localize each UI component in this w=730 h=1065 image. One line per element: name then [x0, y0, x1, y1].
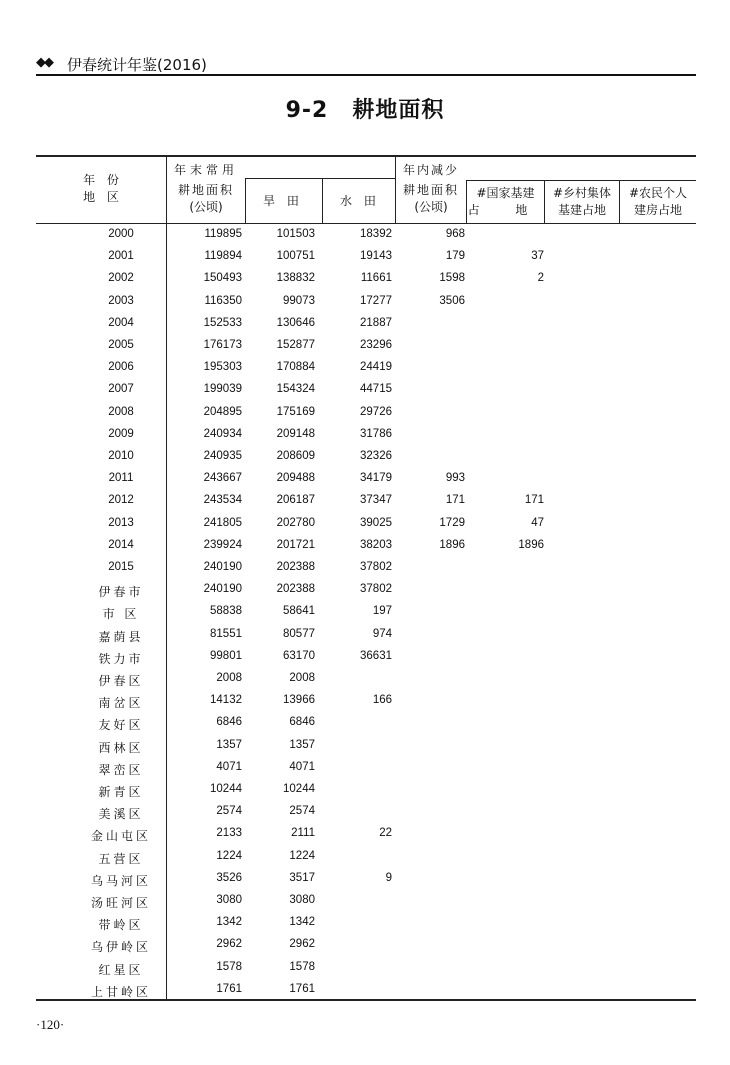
- cell-paddy: 17277: [360, 294, 392, 307]
- table-row: [36, 246, 696, 268]
- table-row: [36, 934, 696, 956]
- cell-paddy: 19143: [360, 250, 392, 263]
- table-row: [36, 646, 696, 668]
- cell-dry-land: 1224: [289, 849, 315, 862]
- cell-paddy: 24419: [360, 361, 392, 374]
- cell-total: 2574: [216, 805, 242, 818]
- header-farmer-line2: 建房占地: [633, 203, 682, 217]
- header-year-end-area: [174, 162, 254, 179]
- cell-dry-land: 2008: [289, 672, 315, 684]
- row-label: 2008: [108, 405, 134, 418]
- yearbook-title: 伊春统计年鉴(2016): [67, 56, 207, 74]
- cell-total: 152533: [203, 316, 242, 329]
- header-state-infra-line2: 占 地: [467, 203, 544, 217]
- header-year-region: [40, 172, 166, 206]
- header-village-line2: 基建占地: [557, 203, 606, 217]
- cell-dry-land: 209488: [276, 472, 315, 485]
- cell-paddy: 31786: [360, 427, 392, 440]
- cell-decrease: 3506: [439, 294, 465, 307]
- cell-total: 1357: [216, 738, 242, 751]
- cell-total: 1342: [216, 916, 242, 929]
- cell-state-infra: 2: [537, 272, 544, 285]
- cell-state-infra: 1896: [518, 538, 544, 551]
- table-row: [36, 912, 696, 934]
- cell-paddy: 36631: [360, 649, 392, 662]
- row-label: 2014: [108, 538, 134, 551]
- header-year-end-area-cont: [167, 182, 245, 216]
- cell-total: 243534: [203, 494, 242, 507]
- table-row: [36, 424, 696, 446]
- header-paddy: 水 田: [340, 194, 380, 208]
- cell-paddy: 974: [372, 627, 392, 640]
- cell-paddy: 32326: [360, 450, 392, 462]
- cell-dry-land: 138832: [276, 272, 315, 285]
- cell-total: 119895: [204, 228, 242, 240]
- row-label: 伊春区: [98, 674, 144, 688]
- table-row: [36, 712, 696, 734]
- cell-total: 99801: [210, 649, 242, 662]
- cell-total: 241805: [203, 516, 242, 529]
- cell-total: 1578: [216, 960, 242, 973]
- cell-dry-land: 201721: [276, 538, 315, 551]
- row-label: 市 区: [102, 607, 140, 622]
- table-row: [36, 335, 696, 357]
- subheader-rule-left: [245, 178, 395, 179]
- cell-dry-land: 209148: [276, 427, 315, 440]
- cell-dry-land: 202388: [276, 561, 315, 573]
- row-label: 上甘岭区: [90, 984, 151, 999]
- cell-dry-land: 170884: [276, 361, 315, 374]
- cell-dry-land: 80577: [283, 627, 315, 640]
- row-label: 乌马河区: [90, 873, 151, 888]
- table-row: [36, 823, 696, 845]
- page-header: [36, 53, 696, 75]
- header-decrease-line1: 年内减少: [403, 163, 460, 177]
- cell-total: 1224: [216, 849, 242, 862]
- table-row: [36, 801, 696, 823]
- table-row: [36, 624, 696, 646]
- header-village-line1: #乡村集体: [552, 186, 612, 200]
- cell-total: 1761: [216, 982, 242, 995]
- table-row: [36, 513, 696, 535]
- cell-total: 119894: [204, 250, 242, 263]
- cell-decrease: 171: [445, 494, 465, 507]
- cell-total: 2962: [216, 938, 242, 951]
- cell-paddy: 29726: [360, 405, 392, 418]
- table-row: [36, 890, 696, 912]
- cell-dry-land: 2111: [291, 827, 315, 840]
- cell-paddy: 197: [372, 605, 392, 618]
- table-row: [36, 224, 696, 246]
- row-label: 红星区: [98, 962, 144, 977]
- row-label: 乌伊岭区: [90, 940, 151, 955]
- table-row: [36, 557, 696, 579]
- cell-paddy: 21887: [360, 316, 392, 329]
- table-row: [36, 757, 696, 779]
- cell-dry-land: 3080: [289, 894, 315, 906]
- row-label: 铁力市: [98, 651, 144, 666]
- cell-total: 204895: [203, 405, 242, 418]
- cell-dry-land: 3517: [289, 871, 315, 884]
- cell-dry-land: 152877: [276, 339, 315, 351]
- cell-total: 150493: [203, 272, 242, 285]
- cell-state-infra: 47: [531, 516, 544, 529]
- cell-dry-land: 1761: [289, 982, 315, 995]
- cell-paddy: 22: [379, 827, 392, 840]
- cell-decrease: 993: [445, 472, 465, 485]
- cell-paddy: 37347: [360, 494, 392, 507]
- cell-total: 6846: [216, 716, 242, 729]
- cell-dry-land: 6846: [289, 716, 315, 729]
- cell-paddy: 34179: [360, 472, 392, 485]
- header-year-end-line1: 年末常用: [174, 163, 239, 177]
- cell-paddy: 11661: [360, 272, 392, 285]
- table-row: [36, 846, 696, 868]
- cell-dry-land: 1342: [289, 916, 315, 929]
- cell-total: 3526: [216, 871, 242, 884]
- subheader-rule-right: [466, 180, 696, 181]
- cell-total: 199039: [203, 383, 242, 396]
- table-row: [36, 468, 696, 490]
- header-year-end-unit: (公顷): [189, 200, 223, 214]
- row-label: 2001: [108, 250, 134, 263]
- table-number: 9-2: [285, 98, 329, 123]
- cell-total: 240190: [203, 561, 242, 573]
- cell-paddy: 39025: [360, 516, 392, 529]
- table-row: [36, 957, 696, 979]
- cell-decrease: 1729: [439, 516, 465, 529]
- row-label: 2004: [108, 316, 134, 329]
- row-label: 伊春市: [98, 585, 144, 600]
- cell-paddy: 44715: [360, 383, 392, 396]
- cell-paddy: 18392: [360, 228, 392, 240]
- row-label: 金山屯区: [90, 829, 151, 844]
- cell-total: 243667: [203, 472, 242, 485]
- cell-total: 10244: [210, 783, 242, 795]
- row-label: 2013: [108, 516, 134, 529]
- cell-dry-land: 175169: [276, 405, 315, 418]
- cell-dry-land: 208609: [276, 450, 315, 462]
- row-label: 2011: [108, 472, 134, 485]
- cell-total: 58838: [210, 605, 242, 618]
- cell-total: 81551: [210, 627, 242, 640]
- table-row: [36, 690, 696, 712]
- cell-decrease: 1598: [439, 272, 465, 285]
- table-title: [0, 93, 730, 124]
- row-label: 2006: [108, 361, 134, 374]
- cell-state-infra: 37: [531, 250, 544, 263]
- cell-total: 176173: [203, 339, 242, 351]
- table-row: [36, 735, 696, 757]
- row-label: 2015: [108, 561, 134, 573]
- cell-paddy: 166: [372, 694, 392, 707]
- header-state-infra-line1: #国家基建: [476, 186, 535, 200]
- cell-dry-land: 206187: [276, 494, 315, 507]
- row-label: 2010: [108, 450, 134, 462]
- header-state-infra: [467, 185, 544, 219]
- header-decrease-area: [403, 162, 483, 179]
- cell-dry-land: 58641: [283, 605, 315, 618]
- table-row: [36, 402, 696, 424]
- table-row: [36, 779, 696, 801]
- row-label: 带岭区: [98, 918, 144, 933]
- cell-total: 240934: [203, 427, 242, 440]
- cell-total: 239924: [203, 538, 242, 551]
- cell-dry-land: 202388: [276, 583, 315, 596]
- cell-total: 195303: [203, 361, 242, 374]
- row-label: 2007: [108, 383, 134, 396]
- table-row: [36, 379, 696, 401]
- cell-dry-land: 63170: [283, 649, 315, 662]
- page-number: ·120·: [36, 1017, 65, 1032]
- header-year-end-line2: 耕地面积: [177, 183, 234, 197]
- cell-dry-land: 13966: [283, 694, 315, 707]
- cell-dry-land: 130646: [276, 316, 315, 329]
- row-label: 2002: [108, 272, 134, 285]
- table-row: [36, 357, 696, 379]
- cell-paddy: 37802: [360, 561, 392, 573]
- cell-dry-land: 1578: [289, 960, 315, 973]
- table-row: [36, 490, 696, 512]
- row-label: 2012: [108, 494, 134, 507]
- header-rule: [36, 74, 696, 76]
- row-label: 嘉荫县: [98, 629, 144, 644]
- cell-dry-land: 100751: [276, 250, 315, 263]
- table-top-rule: [36, 155, 696, 157]
- cell-decrease: 968: [445, 228, 465, 240]
- cell-total: 3080: [216, 894, 242, 906]
- cell-dry-land: 99073: [283, 294, 315, 307]
- header-village: [545, 185, 619, 219]
- row-label: 新青区: [98, 785, 144, 799]
- cell-dry-land: 1357: [289, 738, 315, 751]
- table-row: [36, 668, 696, 690]
- cell-dry-land: 154324: [276, 383, 315, 396]
- row-label: 2009: [108, 427, 134, 440]
- table-row: [36, 979, 696, 1001]
- row-label: 2003: [108, 294, 134, 307]
- row-label: 五营区: [98, 851, 144, 866]
- cell-paddy: 37802: [360, 583, 392, 596]
- row-label: 2005: [108, 339, 134, 351]
- table-row: [36, 446, 696, 468]
- cell-state-infra: 171: [524, 494, 544, 507]
- cell-dry-land: 2574: [289, 805, 315, 818]
- cell-total: 240190: [203, 583, 242, 596]
- cell-total: 2008: [216, 672, 242, 684]
- row-label: 美溪区: [98, 807, 144, 822]
- cell-total: 14132: [210, 694, 242, 707]
- cell-dry-land: 2962: [289, 938, 315, 951]
- row-label: 友好区: [98, 718, 144, 733]
- row-label: 翠峦区: [98, 762, 144, 777]
- header-dry-land: 旱 田: [263, 194, 303, 208]
- cell-dry-land: 202780: [276, 516, 315, 529]
- cell-total: 116350: [204, 294, 242, 307]
- cell-paddy: 9: [385, 871, 392, 884]
- cell-total: 2133: [216, 827, 242, 840]
- diamond-bullets-icon: ◆◆: [36, 55, 52, 70]
- cell-total: 240935: [203, 450, 242, 462]
- header-decrease-line2: 耕地面积: [402, 183, 459, 197]
- header-region-label: 地 区: [83, 190, 123, 204]
- cell-total: 4071: [216, 760, 242, 773]
- cell-paddy: 23296: [360, 339, 392, 351]
- cell-dry-land: 101503: [276, 228, 315, 240]
- table-row: [36, 535, 696, 557]
- table-row: [36, 313, 696, 335]
- cell-decrease: 1896: [439, 538, 465, 551]
- cell-dry-land: 4071: [289, 760, 315, 773]
- cell-paddy: 38203: [360, 538, 392, 551]
- table-row: [36, 868, 696, 890]
- table-row: [36, 268, 696, 290]
- row-label: 南岔区: [98, 696, 144, 711]
- table-row: [36, 291, 696, 313]
- header-farmer-line1: #农民个人: [628, 186, 688, 200]
- header-decrease-unit: (公顷): [414, 200, 448, 214]
- row-label: 2000: [108, 228, 134, 240]
- header-decrease-area-cont: [396, 182, 466, 216]
- header-farmer: [620, 185, 696, 219]
- table-row: [36, 601, 696, 623]
- row-label: 汤旺河区: [90, 896, 151, 910]
- row-label: 西林区: [98, 740, 144, 755]
- table-row: [36, 579, 696, 601]
- cell-dry-land: 10244: [283, 783, 315, 795]
- header-year-label: 年 份: [83, 173, 123, 187]
- table-title-text: 耕地面积: [352, 98, 445, 123]
- cell-decrease: 179: [445, 250, 465, 263]
